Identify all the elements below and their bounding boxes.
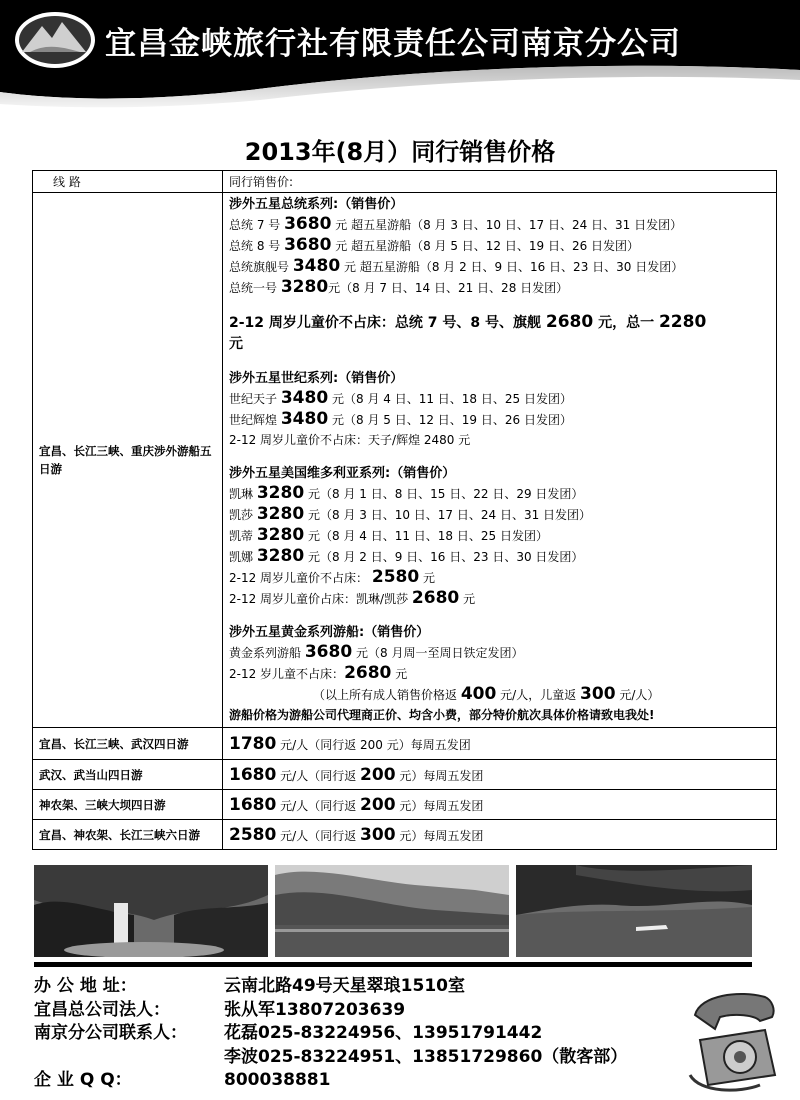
- scenery-photos: [34, 865, 752, 957]
- contact-person-row: 南京分公司联系人： 花磊025-83224956、13951791442: [34, 1023, 543, 1043]
- table-row: [33, 820, 777, 850]
- company-name: 宜昌金峡旅行社有限责任公司南京分公司: [105, 26, 681, 62]
- table-row: [33, 790, 777, 820]
- contact-person-row-2: 李波025-83224951、13851729860（散客部）: [224, 1046, 628, 1067]
- table-header-row: [33, 171, 777, 193]
- price-line: 黄金系列游船 3680 元（8 月周一至周日铁定发团）: [229, 642, 524, 662]
- child-price-note: 2-12 周岁儿童价不占床：天子/辉煌 2480 元: [229, 433, 471, 447]
- table-row: [33, 760, 777, 790]
- route-name: 宜昌、长江三峡、重庆涉外游船五日游: [33, 193, 223, 728]
- route-name: 神农架、三峡大坝四日游: [33, 790, 223, 820]
- price-cell: 1780 元/人（同行返 200 元）每周五发团: [223, 728, 777, 760]
- price-line: 总统一号 3280元（8 月 7 日、14 日、21 日、28 日发团）: [229, 277, 569, 297]
- price-cell: 2580 元/人（同行返 300 元）每周五发团: [223, 820, 777, 850]
- table-row: [33, 728, 777, 760]
- header-banner: [0, 0, 800, 108]
- contact-info: [34, 975, 627, 1093]
- child-price-note: 2-12 周岁儿童价占床：凯琳/凯莎 2680 元: [229, 588, 476, 608]
- disclaimer-note: 游船价格为游船公司代理商正价、均含小费，部分特价航次具体价格请致电我处!: [229, 708, 655, 722]
- price-line: 凯莎 3280 元（8 月 3 日、10 日、17 日、24 日、31 日发团）: [229, 504, 592, 524]
- route-name: 宜昌、神农架、长江三峡六日游: [33, 820, 223, 850]
- qq-row: 企 业 Q Q： 800038881: [34, 1070, 331, 1090]
- price-table: [32, 170, 777, 850]
- legal-person-row: 宜昌总公司法人： 张从军13807203639: [34, 999, 406, 1020]
- table-row: [33, 193, 777, 728]
- route-name: 武汉、武当山四日游: [33, 760, 223, 790]
- route-name: 宜昌、长江三峡、武汉四日游: [33, 728, 223, 760]
- price-line: 凯琳 3280 元（8 月 1 日、8 日、15 日、22 日、29 日发团）: [229, 483, 584, 503]
- address-row: 办 公 地 址： 云南北路49号天星翠琅1510室: [34, 976, 465, 996]
- section-title: 涉外五星黄金系列游船:（销售价）: [229, 625, 430, 640]
- price-line: 世纪天子 3480 元（8 月 4 日、11 日、18 日、25 日发团）: [229, 388, 572, 408]
- price-line: 凯蒂 3280 元（8 月 4 日、11 日、18 日、25 日发团）: [229, 525, 548, 545]
- price-line: 总统旗舰号 3480 元 超五星游船（8 月 2 日、9 日、16 日、23 日、30 日发团）: [229, 256, 684, 276]
- price-cell: 1680 元/人（同行返 200 元）每周五发团: [223, 790, 777, 820]
- section-title: 涉外五星世纪系列:（销售价）: [229, 371, 404, 386]
- price-line: 总统 7 号 3680 元 超五星游船（8 月 3 日、10 日、17 日、24 日、31 日发团）: [229, 214, 683, 234]
- header-price: 同行销售价:: [223, 171, 777, 193]
- child-price-note: 2-12 周岁儿童价不占床：总统 7 号、8 号、旗舰 2680 元，总一 2280 元: [229, 312, 707, 352]
- price-cell: 1680 元/人（同行返 200 元）每周五发团: [223, 760, 777, 790]
- price-line: 世纪辉煌 3480 元（8 月 5 日、12 日、19 日、26 日发团）: [229, 409, 572, 429]
- header-route: 线 路: [33, 171, 223, 193]
- price-line: 总统 8 号 3680 元 超五星游船（8 月 5 日、12 日、19 日、26 日发团）: [229, 235, 640, 255]
- mountain-logo-icon: [15, 12, 95, 68]
- gorge-photo: [275, 865, 509, 957]
- divider-bar: [34, 962, 752, 967]
- section-title: 涉外五星总统系列:（销售价）: [229, 197, 404, 212]
- page-title: 2013年(8月）同行销售价格: [244, 138, 556, 166]
- rebate-note: （以上所有成人销售价格返 400 元/人，儿童返 300 元/人）: [313, 684, 660, 704]
- telephone-icon: [680, 985, 785, 1095]
- child-price-note: 2-12 周岁儿童价不占床： 2580 元: [229, 567, 436, 587]
- price-line: 凯娜 3280 元（8 月 2 日、9 日、16 日、23 日、30 日发团）: [229, 546, 584, 566]
- price-details: [223, 193, 777, 728]
- river-photo: [516, 865, 752, 957]
- child-price-note: 2-12 岁儿童不占床：2680 元: [229, 663, 408, 683]
- waterfall-photo: [34, 865, 268, 957]
- section-title: 涉外五星美国维多利亚系列:（销售价）: [229, 466, 456, 481]
